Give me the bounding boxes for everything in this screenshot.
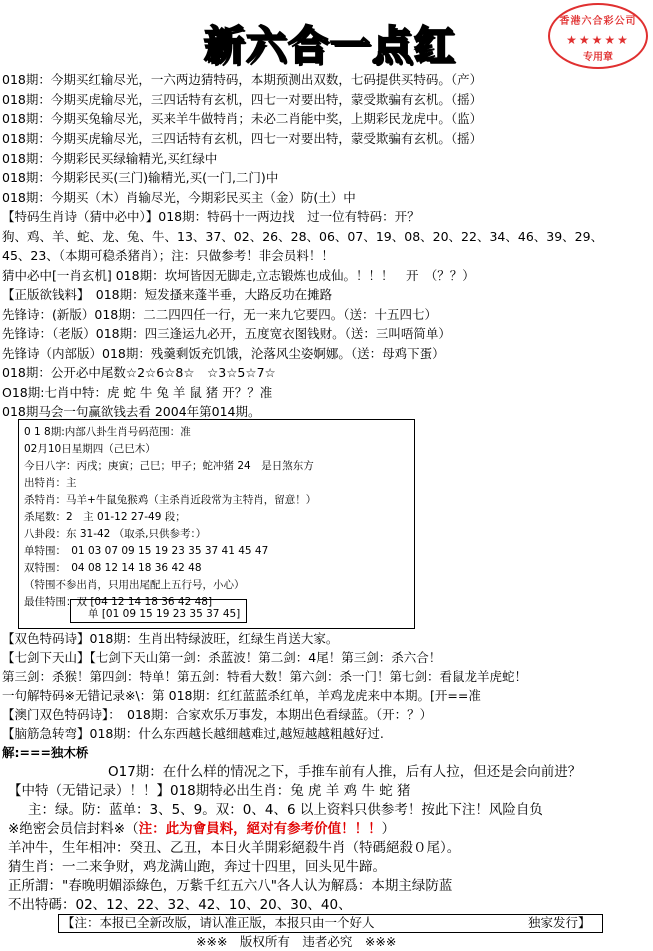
excluded-numbers-line: 不出特碼：02、12、22、32、42、10、20、30、40、 — [8, 897, 352, 913]
numbers-line: 狗、鸡、羊、蛇、龙、兔、牛、13、37、02、26、28、06、07、19、08、20、22、34、46、39、29、 — [2, 229, 604, 244]
seal-top-text: 香港六合彩公司 — [559, 16, 637, 27]
box-line: 单特围： 01 03 07 09 15 19 23 35 37 41 45 47 — [24, 545, 269, 557]
prediction-line: 018期：今期买虎输尽光，三四话特有玄机，四七一对要出特，蒙受欺骗有玄机。（摇） — [2, 131, 483, 146]
riddle-question: O17期：在什么样的情况之下，手推车前有人推，后有人拉，但还是会向前进？ — [108, 764, 582, 780]
notice-left: 【注：本报已全新改版，请认准正版，本报只由一个好人 — [62, 915, 375, 930]
answer-line: 解:===独木桥 — [2, 745, 89, 760]
notice-right: 独家发行】 — [528, 915, 591, 930]
club-line: 018期马会一句赢欲钱去看 2004年第014期。 — [2, 404, 261, 419]
company-seal — [548, 3, 648, 69]
member-line — [8, 821, 395, 837]
member-prefix: ※绝密会员信封料※（ — [8, 821, 139, 837]
seven-zodiac-line: O18期:七肖中特：虎 蛇 牛 兔 羊 鼠 猪 开？？准 — [2, 385, 273, 400]
box-line: 杀尾数：2 主 01-12 27-49 段； — [24, 511, 186, 523]
seven-swords-line: 第三剑：杀猴！第四剑：特单！第五剑：特看大数！第六剑：杀一门！第七剑：看鼠龙羊虎蛇！ — [2, 669, 528, 684]
clash-line: 羊冲牛，生年相冲：癸丑、乙丑，本日火羊開彩絕殺牛肖（特碼絕殺０尾）。 — [8, 840, 461, 856]
guess-zodiac-line: 猜生肖：一二来争财，鸡龙满山跑，奔过十四里，回头见牛蹄。 — [8, 859, 386, 875]
poem-line-internal: 先锋诗（内部版）018期：残羹剩饭充饥饿，沦落风尘姿婀娜。（送：母鸡下蛋） — [2, 346, 445, 361]
box-line: 最佳特围：双 [04 12 14 18 36 42 48] — [24, 596, 213, 608]
box-line: 今日八字：丙戌；庚寅；己巳；甲子；蛇冲猪 24 是日煞东方 — [24, 460, 314, 472]
saying-line: 正所謂："春晚明媚添綠色，万紫千红五六八"各人认为解爲：本期主绿防蓝 — [8, 878, 453, 894]
page-title: 新六合一点红 — [204, 22, 456, 69]
poem-line-old: 先锋诗：（老版）018期：四三逢运九必开，五度宽衣图钱财。（送：三叫唔简单） — [2, 326, 451, 341]
box-line: 杀特肖：马羊+牛鼠兔猴鸡（主杀肖近段常为主特肖，留意！） — [24, 494, 317, 506]
brain-teaser-line: 【脑筋急转弯】018期：什么东西越长越细越难过,越短越越粗越好过. — [2, 726, 384, 741]
box-line: 出特肖：主 — [24, 477, 77, 489]
zodiac-poem-line: 【特码生肖诗（猜中必中）】018期：特码十一两边找 过一位有特码：开？ — [2, 209, 420, 224]
seven-swords-line: 【七剑下天山】【七剑下天山第一剑：杀蓝波！第二剑：4尾！第三剑：杀六合！ — [2, 650, 442, 665]
prediction-line: 018期：今期彩民买绿输精光,买红绿中 — [2, 151, 218, 166]
tail-number-line: 018期：公开必中尾数☆2☆6☆8☆ ☆3☆5☆7☆ — [2, 365, 276, 380]
prediction-line: 018期：今期买虎输尽光，三四话特有玄机，四七一对要出特，蒙受欺骗有玄机。（摇） — [2, 92, 483, 107]
riddle-line: 猜中必中[一肖玄机] 018期：坎坷皆因无脚走,立志锻炼也成仙。！！！ 开 （？？） — [2, 268, 475, 283]
box-line: 02月10日星期四（己巳木） — [24, 443, 156, 455]
zhongte-line: 【中特（无错记录）！！】018期特必出生肖：兔 虎 羊 鸡 牛 蛇 猪 — [8, 783, 411, 799]
seal-bottom-text: 专用章 — [583, 52, 613, 63]
box-line: 八卦段：东 31-42 （取杀,只供参考：） — [24, 528, 207, 540]
money-line: 【正版欲钱料】 018期：短发搔来蓬半垂，大路反功在摊路 — [2, 287, 333, 302]
prediction-line: 018期：今期买红输尽光，一六两边猜特码，本期预测出双数，七码提供买特码。（产） — [2, 72, 483, 87]
one-sentence-line: 一句解特码※无错记录※\：第 018期：红红蓝蓝杀红单，羊鸡龙虎来中本期。[开==准 — [2, 688, 481, 703]
copyright-footer: ※※※ 版权所有 违者必究 ※※※ — [196, 934, 397, 949]
numbers-line: 45、23、（本期可稳杀猪肖）；注：只做参考！非会员料！！ — [2, 248, 334, 263]
single-number-line: 单 [01 09 15 19 23 35 37 45] — [88, 608, 241, 620]
prediction-line: 018期：今期彩民买(三门)输精光,买(一门,二门)中 — [2, 170, 279, 185]
box-line: 0 1 8期:内部八卦生肖号码范围：准 — [24, 426, 191, 438]
main-color-line: 主：绿。防：蓝单：3、5、9。双：0、4、6 以上资料只供参考！按此下注！风险自负 — [28, 802, 543, 818]
double-color-line: 【双色特码诗】018期：生肖出特绿波旺，红绿生肖送大家。 — [2, 631, 339, 646]
box-line: （特围不参出肖，只用出尾配上五行号，小心） — [24, 579, 245, 591]
macau-color-line: 【澳门双色特码诗】： 018期：合家欢乐万事发，本期出色看绿蓝。（开：？） — [2, 707, 433, 722]
seal-stars: ★★★★★ — [566, 33, 630, 47]
member-note: 注：此为會員料，絕对有参考价值！！！ — [138, 821, 382, 837]
member-suffix: ） — [381, 821, 396, 837]
prediction-line: 018期：今期买（木）肖输尽光，今期彩民买主（金）防(土）中 — [2, 190, 356, 205]
prediction-line: 018期：今期买兔输尽光，买来羊牛做特肖；未必二肖能中奖，上期彩民龙虎中。（监） — [2, 111, 483, 126]
poem-line-new: 先锋诗：(新版）018期：二二四四任一行，无一来九它要四。（送：十五四七） — [2, 307, 437, 322]
box-line: 双特围： 04 08 12 14 18 36 42 48 — [24, 562, 202, 574]
